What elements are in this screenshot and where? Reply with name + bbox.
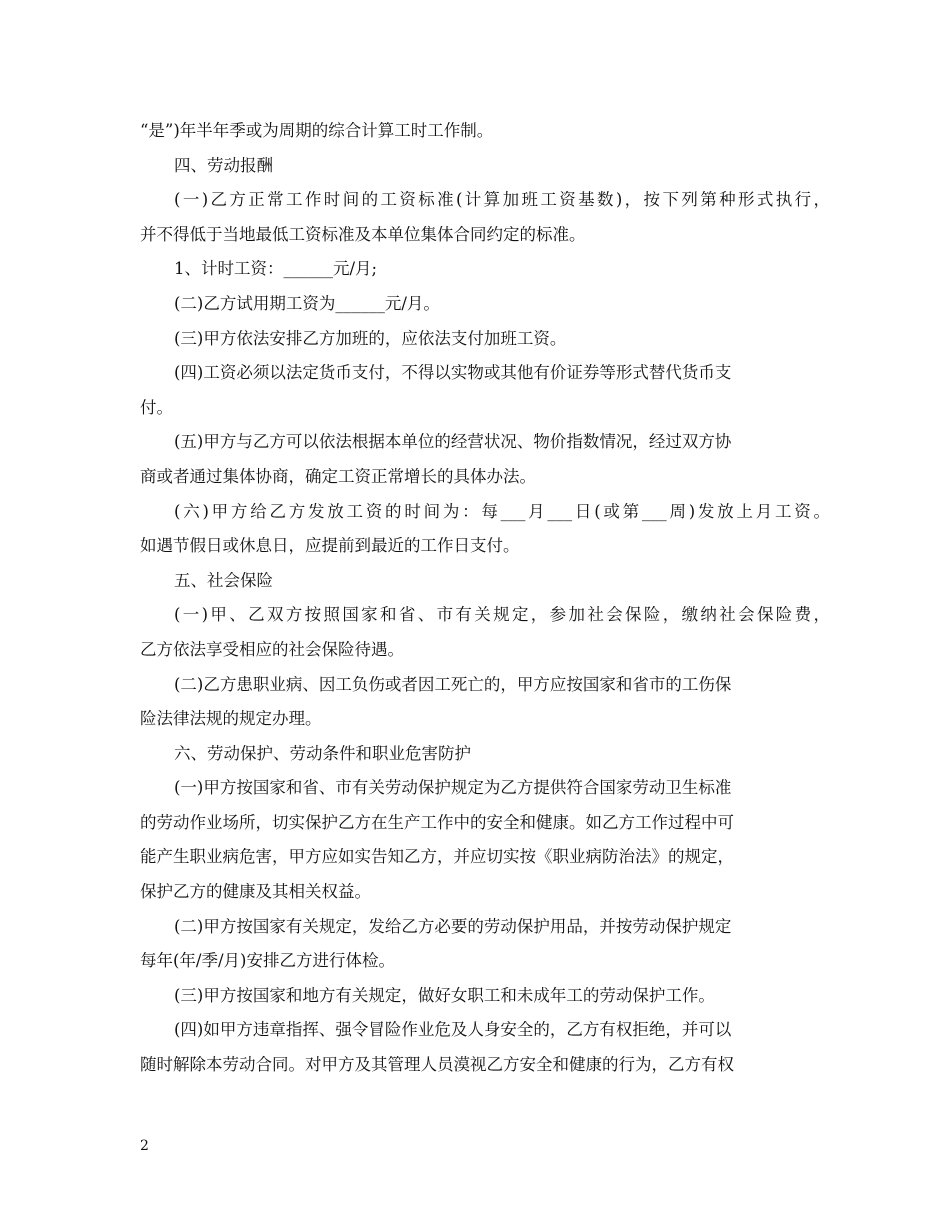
page-number: 2 [140,1138,149,1154]
text-line: (二)乙方患职业病、因工负伤或者因工死亡的，甲方应按国家和省市的工伤保 [174,674,732,694]
text-line: 并不得低于当地最低工资标准及本单位集体合同约定的标准。 [140,224,586,244]
text-line: (四)工资必须以法定货币支付，不得以实物或其他有价证券等形式替代货币支 [174,363,732,383]
section-heading-labor-remuneration: 四、劳动报酬 [174,155,273,175]
text-line: (二)乙方试用期工资为______元/月。 [174,293,440,313]
text-line: (六)甲方给乙方发放工资的时间为：每___月___日(或第___周)发放上月工资。 [174,501,830,521]
text-line: 商或者通过集体协商，确定工资正常增长的具体办法。 [140,466,536,486]
text-line: 保护乙方的健康及其相关权益。 [140,882,371,902]
text-line: (三)甲方按国家和地方有关规定，做好女职工和未成年工的劳动保护工作。 [174,985,715,1005]
section-heading-social-insurance: 五、社会保险 [174,570,273,590]
section-heading-labor-protection: 六、劳动保护、劳动条件和职业危害防护 [174,743,471,763]
text-line: 付。 [140,397,173,417]
text-line: 如遇节假日或休息日，应提前到最近的工作日支付。 [140,536,520,556]
text-line: (二)甲方按国家有关规定，发给乙方必要的劳动保护用品，并按劳动保护规定 [174,916,732,936]
text-line: 能产生职业病危害，甲方应如实告知乙方，并应切实按《职业病防治法》的规定， [140,847,734,867]
text-line: (五)甲方与乙方可以依法根据本单位的经营状况、物价指数情况，经过双方协 [174,432,732,452]
text-line: (一)甲方按国家和省、市有关劳动保护规定为乙方提供符合国家劳动卫生标准 [174,778,732,798]
text-line: 每年(年/季/月)安排乙方进行体检。 [140,951,395,971]
text-line: (一)乙方正常工作时间的工资标准(计算加班工资基数)，按下列第种形式执行， [174,190,830,210]
text-line: 的劳动作业场所，切实保护乙方在生产工作中的安全和健康。如乙方工作过程中可 [140,812,734,832]
text-line: (一)甲、乙双方按照国家和省、市有关规定，参加社会保险，缴纳社会保险费， [174,605,830,625]
text-line: 险法律法规的规定办理。 [140,709,322,729]
text-line: 乙方依法享受相应的社会保险待遇。 [140,639,404,659]
text-line: “是”)年半年季或为周期的综合计算工时工作制。 [140,121,494,140]
text-line: (四)如甲方违章指挥、强令冒险作业危及人身安全的，乙方有权拒绝，并可以 [174,1020,732,1040]
contract-body-text [140,114,830,1083]
text-line: (三)甲方依法安排乙方加班的，应依法支付加班工资。 [174,328,567,348]
text-line: 1、计时工资：______元/月; [174,259,378,279]
text-line: 随时解除本劳动合同。对甲方及其管理人员漠视乙方安全和健康的行为，乙方有权 [140,1055,734,1075]
